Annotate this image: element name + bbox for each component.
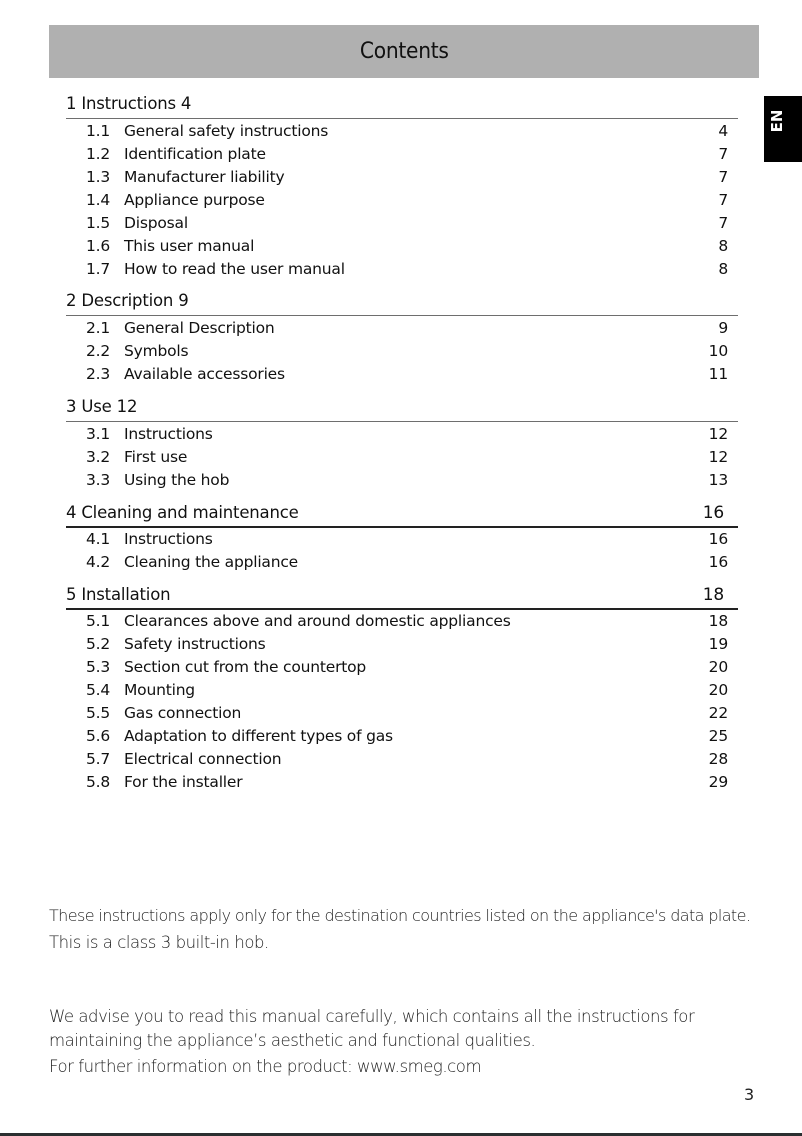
language-tab-label: EN [768, 109, 786, 133]
section-divider [66, 118, 738, 119]
entry-number: 1.5 [86, 214, 111, 232]
entry-number: 2.2 [86, 342, 111, 360]
toc-entry[interactable] [66, 317, 738, 340]
entry-page: 10 [708, 342, 728, 360]
section-divider [66, 315, 738, 316]
entry-title: Disposal [124, 214, 188, 232]
section-divider [66, 421, 738, 422]
toc-entry[interactable] [66, 610, 738, 633]
section-page: 4 [180, 94, 192, 113]
section-number: 4 [66, 503, 77, 522]
entry-number: 2.1 [86, 319, 111, 337]
section-title: Description [81, 291, 174, 310]
entry-page: 4 [718, 122, 728, 140]
section-title: Use [81, 397, 112, 416]
section-heading[interactable] [66, 584, 738, 606]
entry-page: 11 [708, 365, 728, 383]
toc-entry[interactable] [66, 702, 738, 725]
toc-section-5 [66, 584, 738, 794]
toc-entry[interactable] [66, 120, 738, 143]
entry-number: 2.3 [86, 365, 111, 383]
entry-page: 12 [708, 425, 728, 443]
entry-page: 8 [718, 260, 728, 278]
section-title: Installation [81, 585, 171, 604]
section-page: 18 [702, 585, 724, 605]
toc-entry[interactable] [66, 340, 738, 363]
entry-title: Available accessories [124, 365, 285, 383]
entry-title: Symbols [124, 342, 189, 360]
section-heading[interactable] [66, 290, 738, 312]
entry-number: 5.3 [86, 658, 111, 676]
toc-entry[interactable] [66, 423, 738, 446]
toc-entry[interactable] [66, 143, 738, 166]
advice-note-line-2: maintaining the appliance’s aesthetic and functional qualities. [49, 1031, 536, 1050]
entry-number: 5.4 [86, 681, 111, 699]
toc-entry[interactable] [66, 235, 738, 258]
entry-title: Appliance purpose [124, 191, 265, 209]
toc-section-3 [66, 396, 738, 492]
entry-page: 29 [708, 773, 728, 791]
advice-note-line-1: We advise you to read this manual carefully, which contains all the instructions for [49, 1007, 695, 1026]
entry-title: How to read the user manual [124, 260, 345, 278]
entry-number: 4.1 [86, 530, 111, 548]
destination-countries-note: These instructions apply only for the destination countries listed on the appliance's data plate. [49, 906, 751, 925]
entry-title: General safety instructions [124, 122, 329, 140]
entry-number: 4.2 [86, 553, 111, 571]
section-number: 3 [66, 397, 77, 416]
entry-number: 1.4 [86, 191, 111, 209]
entry-title: Instructions [124, 530, 213, 548]
toc-entry[interactable] [66, 189, 738, 212]
entry-number: 5.8 [86, 773, 111, 791]
entry-page: 16 [708, 553, 728, 571]
page-number: 3 [744, 1085, 755, 1104]
toc-entry[interactable] [66, 656, 738, 679]
section-heading[interactable] [66, 396, 738, 418]
entry-page: 7 [718, 145, 728, 163]
entry-page: 13 [708, 471, 728, 489]
entry-title: Adaptation to different types of gas [124, 727, 393, 745]
entry-title: For the installer [124, 773, 243, 791]
entry-title: First use [124, 448, 188, 466]
section-heading[interactable] [66, 93, 738, 115]
entry-number: 1.2 [86, 145, 111, 163]
toc-section-1 [66, 93, 738, 281]
section-page: 9 [178, 291, 189, 310]
entry-number: 5.7 [86, 750, 111, 768]
entry-page: 8 [718, 237, 728, 255]
entry-page: 20 [708, 681, 728, 699]
page-title: Contents [359, 39, 449, 64]
section-number: 1 [66, 94, 77, 113]
entry-page: 18 [708, 612, 728, 630]
toc-entry[interactable] [66, 258, 738, 281]
entry-page: 19 [708, 635, 728, 653]
toc-section-2 [66, 290, 738, 386]
toc-entry[interactable] [66, 679, 738, 702]
entry-number: 5.1 [86, 612, 111, 630]
entry-page: 7 [718, 168, 728, 186]
entry-title: Instructions [124, 425, 213, 443]
entry-number: 5.6 [86, 727, 111, 745]
section-page: 16 [702, 503, 724, 523]
entry-number: 1.3 [86, 168, 111, 186]
entry-page: 12 [708, 448, 728, 466]
toc-section-4 [66, 502, 738, 574]
entry-number: 1.7 [86, 260, 111, 278]
entry-page: 28 [708, 750, 728, 768]
toc-entry[interactable] [66, 771, 738, 794]
entry-title: General Description [124, 319, 275, 337]
toc-entry[interactable] [66, 166, 738, 189]
toc-entry[interactable] [66, 363, 738, 386]
entry-page: 7 [718, 191, 728, 209]
entry-title: This user manual [124, 237, 255, 255]
section-number: 5 [66, 585, 77, 604]
entry-number: 5.5 [86, 704, 111, 722]
toc-entry[interactable] [66, 633, 738, 656]
toc-entry[interactable] [66, 725, 738, 748]
entry-title: Mounting [124, 681, 195, 699]
contents-header [49, 25, 759, 78]
entry-number: 3.3 [86, 471, 111, 489]
entry-number: 1.6 [86, 237, 111, 255]
entry-number: 3.2 [86, 448, 111, 466]
section-heading[interactable] [66, 502, 738, 524]
toc-entry[interactable] [66, 748, 738, 771]
toc-entry[interactable] [66, 469, 738, 492]
entry-title: Safety instructions [124, 635, 266, 653]
entry-number: 5.2 [86, 635, 111, 653]
toc-entry[interactable] [66, 446, 738, 469]
entry-page: 7 [718, 214, 728, 232]
entry-title: Section cut from the countertop [124, 658, 367, 676]
section-number: 2 [66, 291, 77, 310]
entry-page: 25 [708, 727, 728, 745]
entry-number: 1.1 [86, 122, 111, 140]
entry-page: 16 [708, 530, 728, 548]
entry-page: 9 [718, 319, 728, 337]
entry-title: Gas connection [124, 704, 242, 722]
hob-class-note: This is a class 3 built-in hob. [49, 933, 269, 952]
entry-title: Cleaning the appliance [124, 553, 299, 571]
toc-entry[interactable] [66, 551, 738, 574]
language-tab [764, 96, 802, 162]
entry-title: Manufacturer liability [124, 168, 285, 186]
section-title: Cleaning and maintenance [81, 503, 299, 522]
entry-title: Electrical connection [124, 750, 282, 768]
entry-page: 22 [708, 704, 728, 722]
entry-page: 20 [708, 658, 728, 676]
entry-title: Identification plate [124, 145, 266, 163]
further-info-note: For further information on the product: www.smeg.com [49, 1057, 482, 1076]
section-title: Instructions [81, 94, 176, 113]
toc-entry[interactable] [66, 528, 738, 551]
section-page: 12 [116, 397, 138, 416]
toc-entry[interactable] [66, 212, 738, 235]
entry-number: 3.1 [86, 425, 111, 443]
entry-title: Using the hob [124, 471, 230, 489]
entry-title: Clearances above and around domestic appliances [124, 612, 511, 630]
